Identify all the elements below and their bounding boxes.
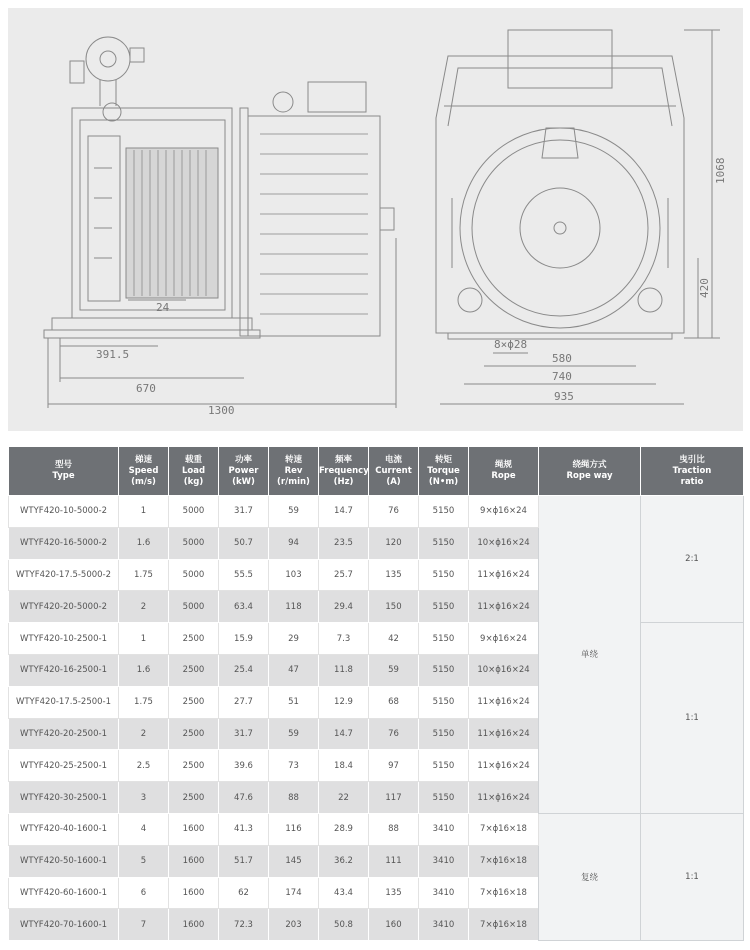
cell-frequency: 14.7 (319, 718, 369, 750)
cell-rev: 47 (269, 654, 319, 686)
cell-frequency: 36.2 (319, 845, 369, 877)
cell-power: 72.3 (219, 909, 269, 941)
cell-rope: 11×ϕ16×24 (469, 686, 539, 718)
cell-load: 5000 (169, 496, 219, 528)
cell-torque: 3410 (419, 877, 469, 909)
cell-type: WTYF420-20-5000-2 (9, 591, 119, 623)
cell-rope: 10×ϕ16×24 (469, 654, 539, 686)
cell-power: 15.9 (219, 623, 269, 655)
dim-label: 740 (552, 370, 572, 383)
cell-speed: 6 (119, 877, 169, 909)
cell-rope: 11×ϕ16×24 (469, 782, 539, 814)
cell-current: 150 (369, 591, 419, 623)
cell-torque: 5150 (419, 654, 469, 686)
cell-load: 2500 (169, 623, 219, 655)
cell-speed: 1.75 (119, 559, 169, 591)
cell-current: 76 (369, 496, 419, 528)
spec-table (8, 446, 744, 941)
header-rev: 转速 Rev (r/min) (269, 447, 319, 496)
cell-speed: 1 (119, 623, 169, 655)
cell-power: 27.7 (219, 686, 269, 718)
cell-torque: 5150 (419, 750, 469, 782)
cell-current: 120 (369, 527, 419, 559)
header-load: 载重 Load (kg) (169, 447, 219, 496)
header-type: 型号 Type (9, 447, 119, 496)
cell-type: WTYF420-40-1600-1 (9, 813, 119, 845)
cell-current: 111 (369, 845, 419, 877)
cell-type: WTYF420-20-2500-1 (9, 718, 119, 750)
cell-current: 76 (369, 718, 419, 750)
cell-speed: 3 (119, 782, 169, 814)
cell-speed: 1.6 (119, 527, 169, 559)
cell-power: 31.7 (219, 496, 269, 528)
cell-rope: 11×ϕ16×24 (469, 750, 539, 782)
cell-frequency: 14.7 (319, 496, 369, 528)
cell-rope: 7×ϕ16×18 (469, 909, 539, 941)
cell-speed: 4 (119, 813, 169, 845)
cell-load: 2500 (169, 782, 219, 814)
cell-torque: 5150 (419, 559, 469, 591)
cell-power: 55.5 (219, 559, 269, 591)
cell-type: WTYF420-16-2500-1 (9, 654, 119, 686)
dim-label: 935 (554, 390, 574, 403)
cell-rope-way: 单绕 (539, 496, 641, 814)
cell-current: 117 (369, 782, 419, 814)
cell-torque: 5150 (419, 782, 469, 814)
cell-type: WTYF420-17.5-2500-1 (9, 686, 119, 718)
cell-frequency: 12.9 (319, 686, 369, 718)
cell-current: 160 (369, 909, 419, 941)
cell-rev: 59 (269, 496, 319, 528)
cell-frequency: 25.7 (319, 559, 369, 591)
table-row (9, 813, 744, 845)
cell-frequency: 22 (319, 782, 369, 814)
cell-current: 59 (369, 654, 419, 686)
cell-rope: 11×ϕ16×24 (469, 559, 539, 591)
cell-power: 39.6 (219, 750, 269, 782)
cell-type: WTYF420-60-1600-1 (9, 877, 119, 909)
cell-rev: 51 (269, 686, 319, 718)
cell-rev: 29 (269, 623, 319, 655)
header-frequency: 频率 Frequency (Hz) (319, 447, 369, 496)
cell-frequency: 29.4 (319, 591, 369, 623)
cell-load: 1600 (169, 877, 219, 909)
cell-type: WTYF420-16-5000-2 (9, 527, 119, 559)
cell-power: 62 (219, 877, 269, 909)
cell-rope: 9×ϕ16×24 (469, 623, 539, 655)
cell-current: 42 (369, 623, 419, 655)
cell-torque: 3410 (419, 909, 469, 941)
cell-speed: 1.6 (119, 654, 169, 686)
cell-speed: 2 (119, 591, 169, 623)
cell-speed: 1 (119, 496, 169, 528)
cell-load: 5000 (169, 591, 219, 623)
header-torque: 转矩 Torque (N•m) (419, 447, 469, 496)
cell-speed: 2.5 (119, 750, 169, 782)
cell-power: 63.4 (219, 591, 269, 623)
header-current: 电流 Current (A) (369, 447, 419, 496)
cell-current: 68 (369, 686, 419, 718)
dim-label: 420 (698, 278, 711, 298)
cell-frequency: 23.5 (319, 527, 369, 559)
cell-power: 47.6 (219, 782, 269, 814)
cell-torque: 5150 (419, 591, 469, 623)
cell-torque: 5150 (419, 718, 469, 750)
header-rope-way: 绕绳方式 Rope way (539, 447, 641, 496)
dim-label: 670 (136, 382, 156, 395)
cell-type: WTYF420-10-2500-1 (9, 623, 119, 655)
cell-rev: 59 (269, 718, 319, 750)
dim-label: 24 (156, 301, 170, 314)
cell-speed: 7 (119, 909, 169, 941)
cell-rope-way: 复绕 (539, 813, 641, 940)
cell-torque: 5150 (419, 686, 469, 718)
cell-frequency: 11.8 (319, 654, 369, 686)
cell-load: 1600 (169, 845, 219, 877)
cell-frequency: 18.4 (319, 750, 369, 782)
cell-traction-ratio: 2:1 (641, 496, 744, 623)
cell-rev: 116 (269, 813, 319, 845)
cell-speed: 2 (119, 718, 169, 750)
cell-rev: 88 (269, 782, 319, 814)
cell-speed: 5 (119, 845, 169, 877)
cell-rope: 7×ϕ16×18 (469, 845, 539, 877)
cell-rope: 9×ϕ16×24 (469, 496, 539, 528)
dim-label: 580 (552, 352, 572, 365)
header-power: 功率 Power (kW) (219, 447, 269, 496)
cell-load: 2500 (169, 750, 219, 782)
cell-rev: 73 (269, 750, 319, 782)
table-row (9, 496, 744, 528)
cell-load: 5000 (169, 527, 219, 559)
machine-drawings (8, 8, 743, 431)
cell-current: 135 (369, 877, 419, 909)
cell-type: WTYF420-10-5000-2 (9, 496, 119, 528)
cell-current: 88 (369, 813, 419, 845)
cell-rev: 118 (269, 591, 319, 623)
cell-type: WTYF420-30-2500-1 (9, 782, 119, 814)
cell-frequency: 50.8 (319, 909, 369, 941)
cell-rope: 11×ϕ16×24 (469, 718, 539, 750)
cell-torque: 3410 (419, 813, 469, 845)
technical-drawing-panel (8, 8, 743, 431)
dim-label: 1300 (208, 404, 235, 417)
front-view-drawing (436, 30, 720, 404)
cell-current: 97 (369, 750, 419, 782)
cell-speed: 1.75 (119, 686, 169, 718)
cell-type: WTYF420-25-2500-1 (9, 750, 119, 782)
cell-load: 2500 (169, 686, 219, 718)
cell-load: 2500 (169, 654, 219, 686)
cell-power: 51.7 (219, 845, 269, 877)
cell-rev: 103 (269, 559, 319, 591)
header-speed: 梯速 Speed (m/s) (119, 447, 169, 496)
table-header-row (9, 447, 744, 496)
cell-traction-ratio: 1:1 (641, 813, 744, 940)
cell-rev: 203 (269, 909, 319, 941)
cell-torque: 5150 (419, 496, 469, 528)
cell-load: 1600 (169, 909, 219, 941)
cell-type: WTYF420-50-1600-1 (9, 845, 119, 877)
cell-rope: 7×ϕ16×18 (469, 813, 539, 845)
cell-frequency: 28.9 (319, 813, 369, 845)
header-traction-ratio: 曳引比 Traction ratio (641, 447, 744, 496)
cell-power: 41.3 (219, 813, 269, 845)
cell-type: WTYF420-17.5-5000-2 (9, 559, 119, 591)
dim-label: 1068 (714, 157, 727, 184)
cell-load: 2500 (169, 718, 219, 750)
cell-rev: 174 (269, 877, 319, 909)
cell-frequency: 43.4 (319, 877, 369, 909)
cell-rev: 94 (269, 527, 319, 559)
cell-power: 50.7 (219, 527, 269, 559)
cell-torque: 5150 (419, 623, 469, 655)
cell-current: 135 (369, 559, 419, 591)
cell-torque: 5150 (419, 527, 469, 559)
cell-torque: 3410 (419, 845, 469, 877)
dim-label: 391.5 (96, 348, 130, 361)
dim-label: 8×ϕ28 (494, 338, 528, 351)
cell-rope: 7×ϕ16×18 (469, 877, 539, 909)
cell-power: 25.4 (219, 654, 269, 686)
cell-rope: 10×ϕ16×24 (469, 527, 539, 559)
header-rope: 绳规 Rope (469, 447, 539, 496)
cell-rope: 11×ϕ16×24 (469, 591, 539, 623)
cell-traction-ratio: 1:1 (641, 623, 744, 814)
cell-type: WTYF420-70-1600-1 (9, 909, 119, 941)
cell-power: 31.7 (219, 718, 269, 750)
cell-load: 5000 (169, 559, 219, 591)
cell-load: 1600 (169, 813, 219, 845)
cell-rev: 145 (269, 845, 319, 877)
cell-frequency: 7.3 (319, 623, 369, 655)
